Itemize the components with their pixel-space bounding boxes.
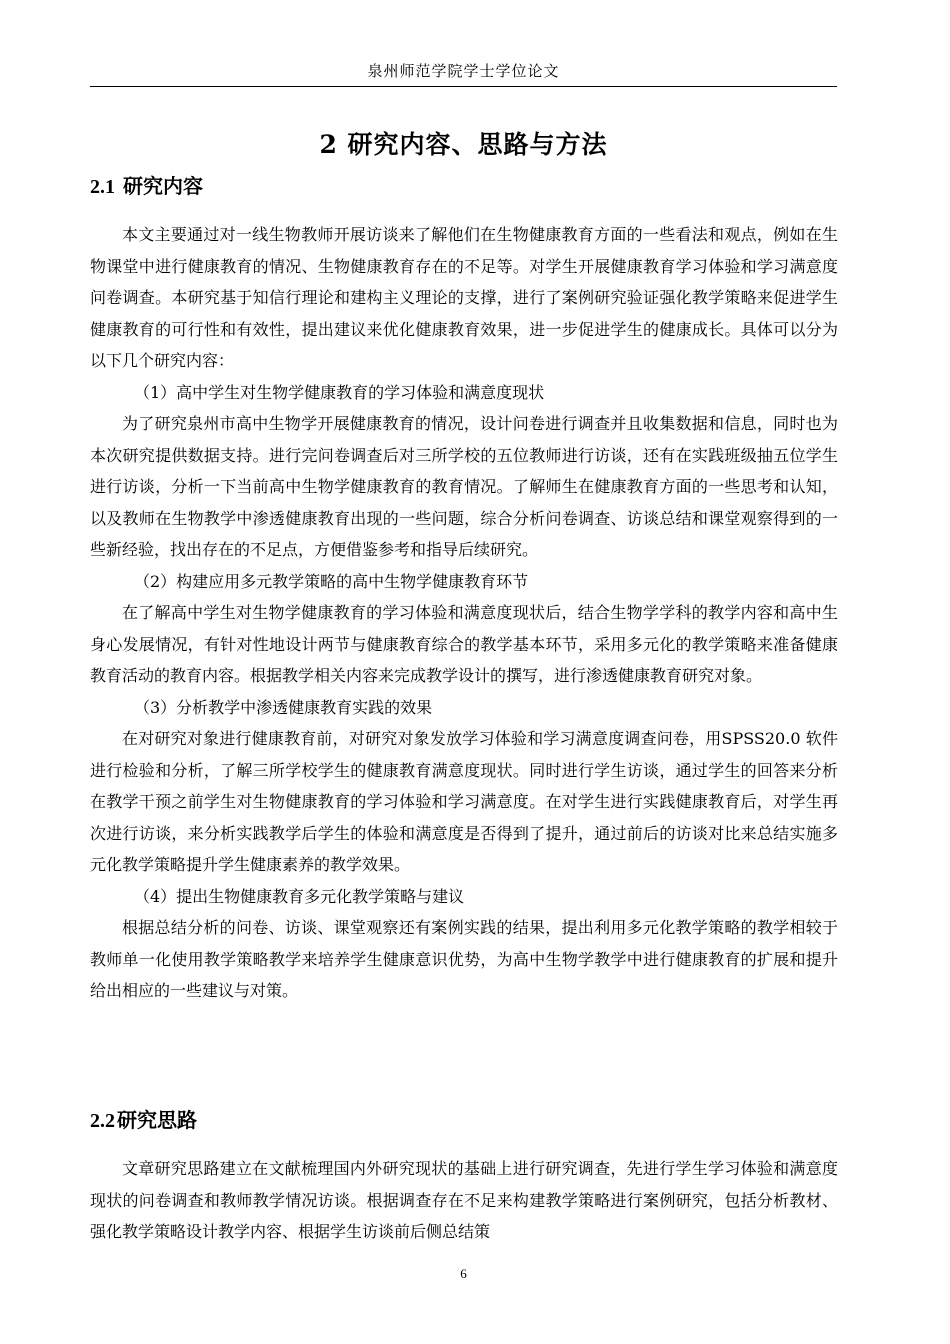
section-heading-2-1: [90, 170, 203, 203]
item-heading-3: （3）分析教学中渗透健康教育实践的效果: [134, 697, 433, 717]
section-title-text: 研究思路: [117, 1108, 197, 1132]
paragraph-intro: 本文主要通过对一线生物教师开展访谈来了解他们在生物健康教育方面的一些看法和观点，例如在生物课堂中进行健康教育的情况、生物健康教育存在的不足等。对学生开展健康教育学习体验和学习满意度问卷调查。本研究基于知信行理论和建构主义理论的支撑，进行了案例研究验证强化教学策略来促进学生健康教育的可行性和有效性，提出建议来优化健康教育效果，进一步促进学生的健康成长。具体可以分为以下几个研究内容：: [90, 225, 838, 370]
paragraph-research-approach: 文章研究思路建立在文献梳理国内外研究现状的基础上进行研究调查，先进行学生学习体验和满意度现状的问卷调查和教师教学情况访谈。根据调查存在不足来构建教学策略进行案例研究，包括分析教材、强化教学策略设计教学内容、根据学生访谈前后侧总结策: [90, 1159, 838, 1241]
paragraph-item-3: 在对研究对象进行健康教育前，对研究对象发放学习体验和学习满意度调查问卷，用SPSS20.0 软件进行检验和分析，了解三所学校学生的健康教育满意度现状。同时进行学生访谈，通过学生的回答来分析在教学干预之前学生对生物健康教育的学习体验和学习满意度。在对学生进行实践健康教育后，对学生再次进行访谈，来分析实践教学后学生的体验和满意度是否得到了提升，通过前后的访谈对比来总结实施多元化教学策略提升学生健康素养的教学效果。: [90, 729, 838, 874]
section-heading-2-2: [90, 1104, 197, 1137]
header-rule: [90, 86, 837, 87]
paragraph-item-4: 根据总结分析的问卷、访谈、课堂观察还有案例实践的结果，提出利用多元化教学策略的教学相较于教师单一化使用教学策略教学来培养学生健康意识优势，为高中生物学教学中进行健康教育的扩展和提升给出相应的一些建议与对策。: [90, 918, 838, 1000]
item-heading-1: （1）高中学生对生物学健康教育的学习体验和满意度现状: [134, 382, 545, 402]
chapter-title: 2 研究内容、思路与方法: [319, 129, 608, 159]
item-heading-2: （2）构建应用多元教学策略的高中生物学健康教育环节: [134, 571, 529, 591]
paragraph-item-2: 在了解高中学生对生物学健康教育的学习体验和满意度现状后，结合生物学学科的教学内容和高中生身心发展情况，有针对性地设计两节与健康教育综合的教学基本环节，采用多元化的教学策略来准备健康教育活动的教育内容。根据教学相关内容来完成教学设计的撰写，进行渗透健康教育研究对象。: [90, 603, 838, 685]
section-number: 2.2: [90, 1110, 115, 1132]
section-2-1-body: [90, 219, 838, 1007]
section-title-text: 研究内容: [123, 174, 203, 198]
page-number: 6: [460, 1266, 467, 1281]
section-number: 2.1: [90, 176, 115, 198]
paragraph-item-1: 为了研究泉州市高中生物学开展健康教育的情况，设计问卷进行调查并且收集数据和信息，同时也为本次研究提供数据支持。进行完问卷调查后对三所学校的五位教师进行访谈，还有在实践班级抽五位学生进行访谈，分析一下当前高中生物学健康教育的教育情况。了解师生在健康教育方面的一些思考和认知，以及教师在生物教学中渗透健康教育出现的一些问题，综合分析问卷调查、访谈总结和课堂观察得到的一些新经验，找出存在的不足点，方便借鉴参考和指导后续研究。: [90, 414, 838, 559]
running-header: 泉州师范学院学士学位论文: [367, 62, 560, 80]
section-2-2-body: [90, 1153, 838, 1248]
item-heading-4: （4）提出生物健康教育多元化教学策略与建议: [134, 886, 465, 906]
